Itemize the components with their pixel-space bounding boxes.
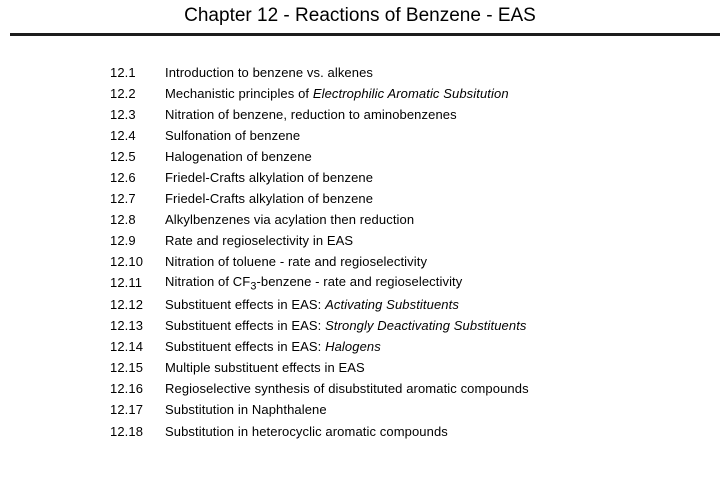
section-title: [165, 170, 710, 185]
section-title-text: Sulfonation of benzene: [165, 128, 301, 144]
list-item: [110, 357, 710, 378]
section-title: [165, 107, 710, 122]
section-title: [165, 318, 710, 333]
list-item: [110, 104, 710, 125]
page-title: Chapter 12 - Reactions of Benzene - EAS: [184, 5, 536, 26]
list-item: [110, 272, 710, 293]
section-number: 12.2: [110, 86, 136, 102]
list-item: [110, 378, 710, 399]
section-title-emphasis: Strongly Deactivating Substituents: [325, 317, 527, 333]
section-title: [165, 149, 710, 164]
list-item: [110, 146, 710, 167]
section-title-text: Mechanistic principles of: [165, 86, 313, 102]
section-title-text: Rate and regioselectivity in EAS: [165, 233, 354, 249]
section-number: 12.12: [110, 296, 144, 312]
section-title-text: Regioselective synthesis of disubstituted aromatic compounds: [165, 380, 529, 396]
section-title-text-after: -benzene - rate and regioselectivity: [256, 273, 463, 289]
section-title-emphasis: Halogens: [325, 338, 381, 354]
section-number: 12.4: [110, 128, 136, 144]
section-number: 12.10: [110, 254, 144, 270]
section-title: [165, 424, 710, 439]
section-number: 12.1: [110, 65, 136, 81]
section-title: [165, 339, 710, 354]
section-title-text: Alkylbenzenes via acylation then reduction: [165, 212, 415, 228]
section-number: 12.16: [110, 380, 144, 396]
list-item: [110, 209, 710, 230]
list-item: [110, 294, 710, 315]
section-title-text: Nitration of toluene - rate and regioselectivity: [165, 254, 428, 270]
section-title-text: Nitration of CF: [165, 273, 251, 289]
section-title-text: Multiple substituent effects in EAS: [165, 359, 365, 375]
section-number: 12.15: [110, 359, 144, 375]
section-list: [110, 62, 710, 442]
list-item: [110, 188, 710, 209]
section-number: 12.13: [110, 317, 144, 333]
list-item: [110, 230, 710, 251]
list-item: [110, 125, 710, 146]
list-item: [110, 62, 710, 83]
section-title: [165, 86, 710, 101]
section-title-emphasis: Activating Substituents: [325, 296, 459, 312]
list-item: [110, 421, 710, 442]
section-title-text: Substitution in heterocyclic aromatic compounds: [165, 423, 448, 439]
section-number: 12.18: [110, 423, 144, 439]
section-number: 12.5: [110, 149, 136, 165]
section-title: [165, 297, 710, 312]
section-title: [165, 191, 710, 206]
section-title-text: Nitration of benzene, reduction to aminobenzenes: [165, 107, 457, 123]
section-title: [165, 212, 710, 227]
section-number: 12.11: [110, 275, 143, 291]
section-title-text: Friedel-Crafts alkylation of benzene: [165, 191, 374, 207]
section-title-text: Substituent effects in EAS:: [165, 317, 326, 333]
section-title: [165, 65, 710, 80]
section-number: 12.3: [110, 107, 136, 123]
section-title: [165, 128, 710, 143]
subscript: 3: [250, 280, 257, 293]
section-title: [165, 402, 710, 417]
section-title: [165, 254, 710, 269]
section-number: 12.14: [110, 338, 144, 354]
list-item: [110, 167, 710, 188]
section-title-text: Halogenation of benzene: [165, 149, 312, 165]
section-title-text: Introduction to benzene vs. alkenes: [165, 65, 374, 81]
list-item: [110, 336, 710, 357]
section-title: [165, 233, 710, 248]
section-number: 12.6: [110, 170, 136, 186]
title-divider: [10, 33, 720, 36]
section-title: [165, 274, 710, 293]
section-number: 12.7: [110, 191, 136, 207]
section-title: [165, 360, 710, 375]
section-title-text: Substituent effects in EAS:: [165, 338, 326, 354]
list-item: [110, 83, 710, 104]
section-title-text: Friedel-Crafts alkylation of benzene: [165, 170, 374, 186]
list-item: [110, 251, 710, 272]
section-title: [165, 381, 710, 396]
section-number: 12.9: [110, 233, 136, 249]
section-title-emphasis: Electrophilic Aromatic Subsitution: [312, 86, 509, 102]
list-item: [110, 315, 710, 336]
section-number: 12.17: [110, 401, 144, 417]
section-title-text: Substituent effects in EAS:: [165, 296, 326, 312]
section-title-text: Substitution in Naphthalene: [165, 401, 327, 417]
list-item: [110, 399, 710, 420]
section-number: 12.8: [110, 212, 136, 228]
